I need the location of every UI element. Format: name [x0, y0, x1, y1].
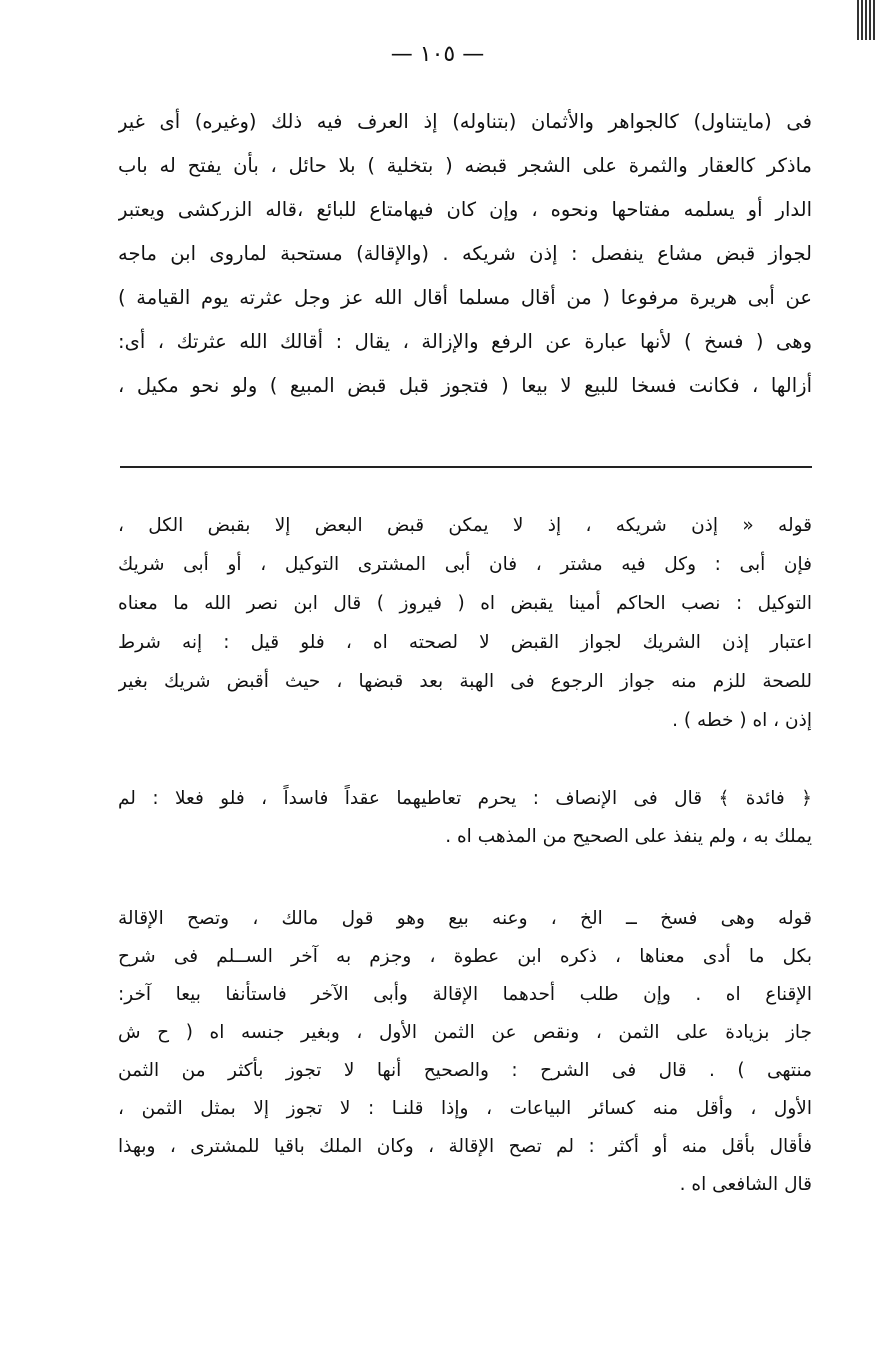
main-text [118, 100, 812, 408]
note-line: قوله وهى فسخ ــ الخ ، وعنه بيع وهو قول مالك ، وتصح الإقالة [118, 908, 812, 929]
footnote-separator [120, 466, 812, 468]
note-line: الإقناع اه . وإن طلب أحدهما الإقالة وأبى الآخر فاستأنفا بيعا آخر: [118, 984, 812, 1005]
note-line: فإن أبى : وكل فيه مشتر ، فان أبى المشترى التوكيل ، أو أبى شريك [118, 554, 812, 575]
main-line: فى (مايتناول) كالجواهر والأثمان (بتناوله) إذ العرف فيه ذلك (وغيره) أى غير [118, 110, 812, 133]
note-line: جاز بزيادة على الثمن ، ونقص عن الثمن الأول ، وبغير جنسه اه ( ح ش [118, 1022, 812, 1043]
note-line: منتهى ) . قال فى الشرح : والصحيح أنها لا تجوز بأكثر من الثمن [118, 1060, 812, 1081]
note-line: إذن ، اه ( خطه ) . [672, 710, 812, 731]
main-line: الدار أو يسلمه مفتاحها ونحوه ، وإن كان فيهامتاع للبائع ،قاله الزركشى ويعتبر [118, 198, 812, 221]
page-number: — ١٠٥ — [390, 42, 485, 67]
main-line: أزالها ، فكانت فسخا للبيع لا بيعا ( فتجوز قبل قبض المبيع ) ولو نحو مكيل ، [118, 374, 812, 397]
note-line: ﴿ فائدة ﴾ قال فى الإنصاف : يحرم تعاطيهما عقداً فاسداً ، فلو فعلا : لم [118, 788, 812, 809]
note-line: فأقال بأقل منه أو أكثر : لم تصح الإقالة ، وكان الملك باقيا للمشترى ، وبهذا [118, 1136, 812, 1157]
commentary-note-faskh [118, 900, 812, 1204]
commentary-note-idhn-sharik [118, 506, 812, 740]
note-line: التوكيل : نصب الحاكم أمينا يقبض اه ( فيروز ) قال ابن نصر الله ما معناه [118, 593, 812, 614]
note-line: اعتبار إذن الشريك لجواز القبض لا لصحته اه ، فلو قيل : إنه شرط [118, 632, 812, 653]
main-line: عن أبى هريرة مرفوعا ( من أقال مسلما أقال الله عز وجل عثرته يوم القيامة ) [118, 286, 812, 309]
note-line: قال الشافعى اه . [679, 1174, 812, 1195]
note-line: قوله « إذن شريكه ، إذ لا يمكن قبض البعض إلا بقبض الكل ، [118, 515, 812, 536]
note-line: الأول ، وأقل منه كسائر البياعات ، وإذا قلنـا : لا تجوز إلا بمثل الثمن ، [118, 1098, 812, 1119]
main-line: وهى ( فسخ ) لأنها عبارة عن الرفع والإزالة ، يقال : أقالك الله عثرتك ، أى: [118, 330, 812, 353]
page-edge-strip [857, 0, 875, 40]
commentary-note-faida [118, 780, 812, 856]
note-line: يملك به ، ولم ينفذ على الصحيح من المذهب اه . [445, 826, 812, 847]
note-line: بكل ما أدى معناها ، ذكره ابن عطوة ، وجزم به آخر الســلم فى شرح [118, 946, 812, 967]
note-line: للصحة للزم منه جواز الرجوع فى الهبة بعد قبضها ، حيث أقبض شريك بغير [118, 671, 812, 692]
main-line: ماذكر كالعقار والثمرة على الشجر قبضه ( بتخلية ) بلا حائل ، بأن يفتح له باب [118, 154, 812, 177]
main-line: لجواز قبض مشاع ينفصل : إذن شريكه . (والإقالة) مستحبة لماروى ابن ماجه [118, 242, 812, 265]
